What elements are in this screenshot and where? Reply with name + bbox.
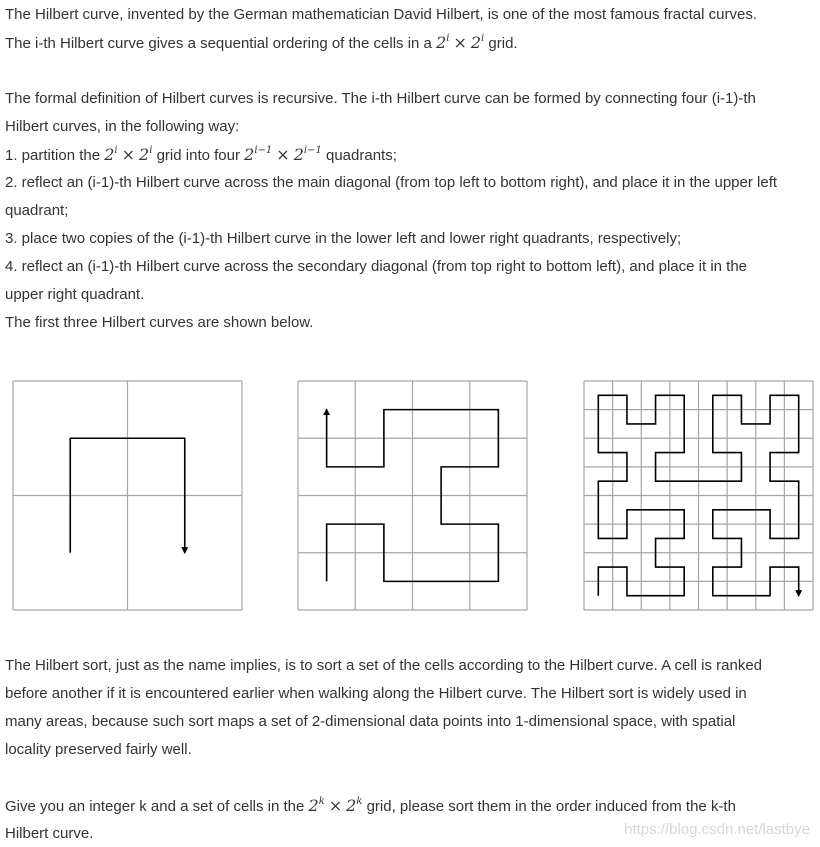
step-3: 3. place two copies of the (i-1)-th Hilbert curve in the lower left and lower right quadrants, respectively; [5,230,682,247]
math-grid-size-k: $2^k \times 2^k$ [308,796,363,815]
step-2-line-1: 2. reflect an (i-1)-th Hilbert curve across the main diagonal (from top left to bottom right), and place it in the upper left [5,174,778,191]
math-grid-size-i: $2^i \times 2^i$ [436,33,485,52]
hilbert-sort-line-1: The Hilbert sort, just as the name implies, is to sort a set of the cells according to the Hilbert curve. A cell is ranked [5,657,763,674]
intro-text-end: grid. [484,35,518,52]
step-4-line-1: 4. reflect an (i-1)-th Hilbert curve across the secondary diagonal (from top right to bottom left), and place it in the [5,258,748,275]
hilbert-sort-line-4: locality preserved fairly well. [5,741,192,758]
hilbert-curve-order-2 [298,381,527,610]
hilbert-sort-line-2: before another if it is encountered earlier when walking along the Hilbert curve. The Hilbert sort is widely used in [5,685,747,702]
hilbert-sort-line-3: many areas, because such sort maps a set of 2-dimensional data points into 1-dimensional space, with spatial [5,713,736,730]
definition-line-1: The formal definition of Hilbert curves is recursive. The i-th Hilbert curve can be formed by connecting four (i-1)-th [5,90,756,107]
intro-text: The i-th Hilbert curve gives a sequential ordering of the cells in a [5,35,437,52]
hilbert-curve-order-1 [13,381,242,610]
watermark: https://blog.csdn.net/lastbye [624,821,810,838]
step-4-line-2: upper right quadrant. [5,286,145,303]
math-quadrant-size: $2^{i-1} \times 2^{i-1}$ [244,145,322,164]
math-grid-size-i: $2^i \times 2^i$ [104,145,153,164]
step-1: 1. partition the $2^i \times 2^i$ grid into four $2^{i-1} \times 2^{i-1}$ quadrants; [5,145,397,164]
task-line-1: Give you an integer k and a set of cells in the $2^k \times 2^k$ grid, please sort them in the order induced from the k-th [5,796,736,815]
hilbert-curve-order-3 [584,381,813,610]
intro-line-1: The Hilbert curve, invented by the German mathematician David Hilbert, is one of the most famous fractal curves. [5,6,757,23]
task-line-2: Hilbert curve. [5,825,94,842]
definition-line-2: Hilbert curves, in the following way: [5,118,240,135]
figure-intro: The first three Hilbert curves are shown below. [5,314,314,331]
step-2-line-2: quadrant; [5,202,69,219]
